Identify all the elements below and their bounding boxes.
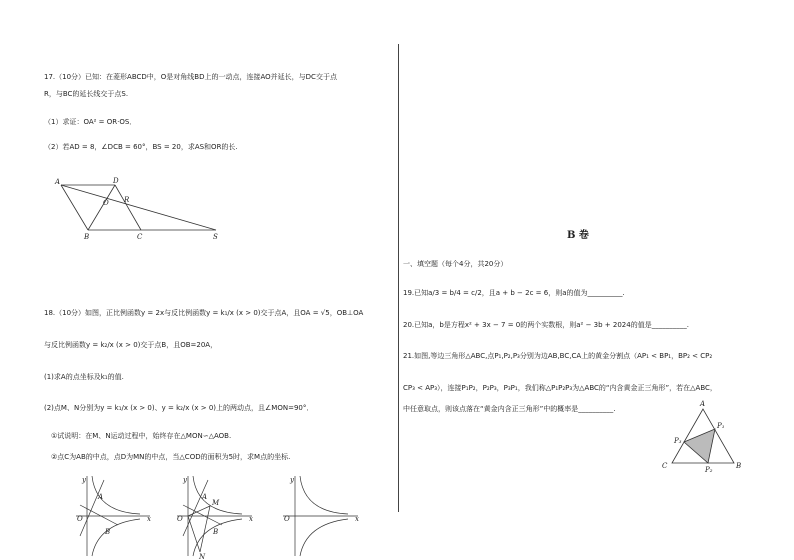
- q20-text: 20.已知a，b是方程x² + 3x − 7 = 0的两个实数根，则a² − 3b + 2024的值是__________.: [403, 321, 689, 329]
- svg-text:x: x: [355, 515, 359, 523]
- svg-text:O: O: [177, 515, 183, 523]
- svg-text:y: y: [290, 476, 294, 484]
- svg-text:B: B: [213, 528, 219, 536]
- label-A: A: [55, 178, 61, 186]
- tri-label-B: B: [736, 462, 742, 470]
- q21-line2: CP₃ < AP₃），连接P₁P₂，P₂P₃，P₃P₁，我们称△P₁P₂P₃为△ABC的“内含黄金正三角形”，若在△ABC，: [403, 384, 717, 392]
- q18-sub1: ①试说明：在M、N运动过程中，始终存在△MON∽△AOB.: [51, 432, 232, 440]
- svg-text:x: x: [147, 515, 151, 523]
- q17-part2: （2）若AD = 8，∠DCB = 60°，BS = 20，求AS和OR的长.: [44, 143, 238, 151]
- q17-line1: 17.（10分）已知：在菱形ABCD中，O是对角线BD上的一动点，连接AO并延长，与DC交于点: [44, 73, 337, 81]
- label-S: S: [213, 233, 218, 241]
- q17-line2: R，与BC的延长线交于点S.: [44, 90, 129, 98]
- svg-text:A: A: [202, 493, 208, 501]
- label-D: D: [113, 177, 119, 185]
- svg-text:x: x: [249, 515, 253, 523]
- tri-label-C: C: [662, 462, 668, 470]
- tri-label-A: A: [700, 400, 706, 408]
- q17-part1: （1）求证：OA² = OR·OS．: [44, 118, 137, 126]
- q21-line1: 21.如图,等边三角形△ABC,点P₁,P₂,P₃分别为边AB,BC,CA上的黄金分割点（AP₁ < BP₁，BP₂ < CP₂: [403, 352, 713, 360]
- section-heading: 一、填空题（每个4分，共20分）: [403, 260, 508, 268]
- label-O: O: [103, 199, 109, 207]
- label-B: B: [84, 233, 90, 241]
- q18-part1: (1)求A的点坐标及k₁的值.: [44, 373, 124, 381]
- svg-text:B: B: [105, 528, 111, 536]
- svg-text:A: A: [98, 493, 104, 501]
- svg-text:N: N: [199, 553, 206, 560]
- svg-text:O: O: [284, 515, 290, 523]
- q18-part2: (2)点M、N分别为y = k₁/x (x > 0)、y = k₂/x (x > 0)上的两动点，且∠MON=90°．: [44, 404, 314, 412]
- tri-label-P3: P₃: [674, 437, 682, 445]
- section-title: B 卷: [567, 230, 589, 241]
- q18-line2: 与反比例函数y = k₂/x (x > 0)交于点B，且OB=20A，: [44, 341, 218, 349]
- label-C: C: [137, 233, 143, 241]
- q18-line1: 18.（10分）如图，正比例函数y = 2x与反比例函数y = k₁/x (x > 0)交于点A，且OA = √5，OB⊥OA: [44, 309, 364, 317]
- q19-text: 19.已知a/3 = b/4 = c/2，且a + b − 2c = 6，则a的值为__________.: [403, 289, 625, 297]
- q21-line3: 中任意取点，则该点落在“黄金内含正三角形”中的概率是__________.: [403, 405, 616, 413]
- svg-text:y: y: [82, 476, 86, 484]
- svg-text:M: M: [212, 499, 220, 507]
- label-R: R: [124, 196, 130, 204]
- q18-sub2: ②点C为AB的中点，点D为MN的中点，当△COD的面积为5时，求M点的坐标.: [51, 453, 291, 461]
- svg-text:y: y: [183, 476, 187, 484]
- svg-text:O: O: [77, 515, 83, 523]
- tri-label-P2: P₂: [705, 466, 713, 474]
- tri-label-P1: P₁: [717, 422, 725, 430]
